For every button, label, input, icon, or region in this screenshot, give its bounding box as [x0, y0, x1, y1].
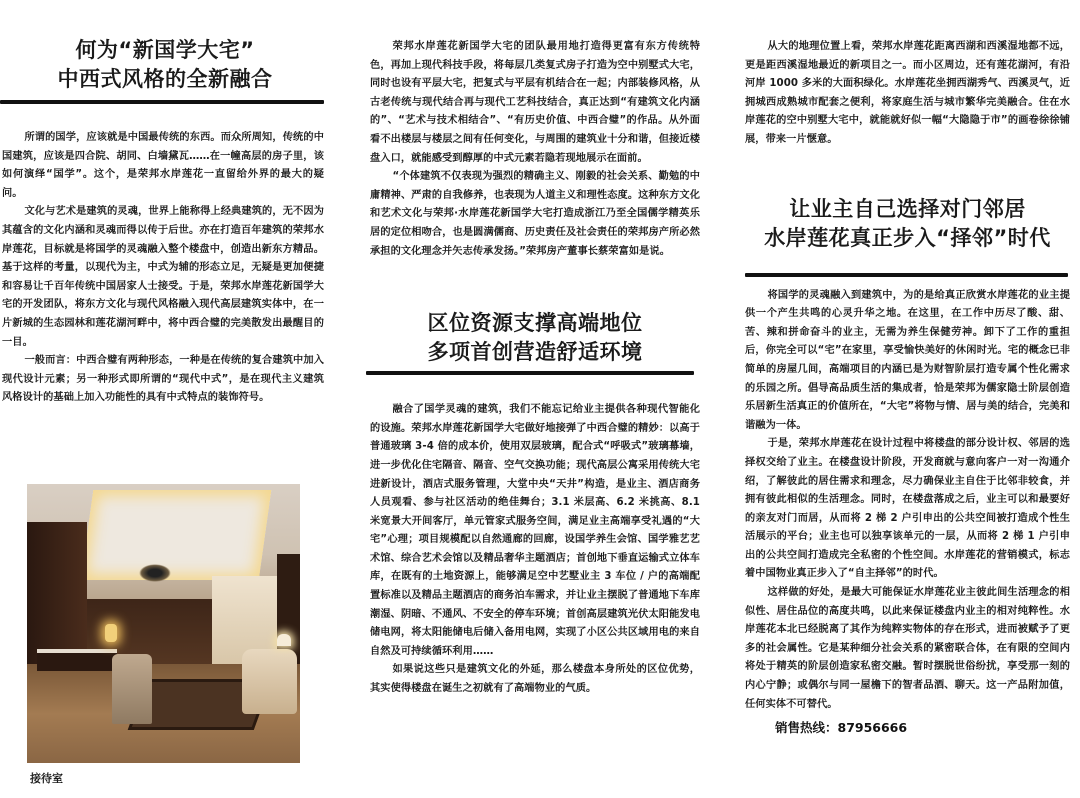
column-left	[0, 0, 330, 408]
article2-headline-line2: 多项首创营造舒适环境	[427, 340, 643, 365]
interior-photo-reception-room	[27, 484, 300, 763]
article1-headline	[0, 36, 330, 94]
article2-paragraph: “个体建筑不仅表现为强烈的精确主义、刚毅的社会关系、勤勉的中庸精神、严肃的自我修养，也表现为人道主义和理性态度。这种东方文化和艺术文化与荣邦·水岸莲花新国学大宅打造成浙江乃至全国儒学精英乐居的定位相吻合，也是圆满儒商、历史责任及社会责任的荣邦房产所必然承担的文化理念并矢志传承发扬。”荣邦房产董事长蔡荣富如是说。	[370, 171, 700, 257]
column-right	[745, 0, 1070, 736]
article3-paragraph: 从大的地理位置上看，荣邦水岸莲花距离西湖和西溪湿地都不远，更是距西溪湿地最近的新项目之一。而小区周边，还有莲花湖河，有沿河岸 1000 多米的大面积绿化。水岸莲花坐拥西湖秀气、西溪灵气，近拥城西成熟城市配套之便利，将家庭生活与城市繁华完美融合。住在水岸莲花的空中别墅大宅中，就能就好似一幅“大隐隐于市”的画卷徐徐铺展，带来一片惬意。	[745, 41, 1070, 145]
photo-caption: 接待室	[30, 772, 63, 785]
headline-rule	[366, 371, 694, 375]
article3-paragraph: 将国学的灵魂融入到建筑中，为的是给真正欣赏水岸莲花的业主提供一个产生共鸣的心灵升华之地。在这里，在工作中历尽了酸、甜、苦、辣和拼命奋斗的业主，无需为养生保健劳神。卸下了工作的重担后，你完全可以“宅”在家里，享受愉快美好的休闲时光。宅的概念已非简单的房屋几间，高端项目的内涵已是为财智阶层打造专属个性化需求的乐园之所。倡导高品质生活的集成者，恰是荣邦为儒家隐士阶层创造乐居新生活真正的价值所在，“大宅”将物与情、居与美的结合，完美和谐融为一体。	[745, 289, 1070, 431]
article1-headline-line1: 何为“新国学大宅”	[75, 38, 255, 62]
article3-headline-line2: 水岸莲花真正步入“择邻”时代	[764, 225, 1051, 250]
article3-body-bottom	[745, 287, 1070, 715]
article2-paragraph: 荣邦水岸莲花新国学大宅的团队最用地打造得更富有东方传统特色，再加上现代科技手段，将每层几类复式房子打造为空中别墅式大宅，同时也设有平层大宅，把复式与平层有机结合在一起；内部装修风格，从古老传统与现代结合再与现代工艺科技结合，真正达到“有建筑文化内涵的”、“艺术与技术相结合”、“有历史价值、中西合璧”的作品。从外面看不出楼层与楼层之间有任何变化，与周围的建筑业十分和谐，但接近楼盘入口，就能感受到醇厚的中式元素若隐若现地展示在面前。	[370, 41, 700, 164]
article3-paragraph: 这样做的好处，是最大可能保证水岸莲花业主彼此间生活理念的相似性、居住品位的高度共鸣，以此来保证楼盘内业主的相对纯粹性。水岸莲花本北已经脱离了其作为纯粹实物体的存在形式，进而被赋予了更多的社会属性。它是某种细分社会关系的紧密联合体，在有限的空间内将处于精英的阶层创造家私密交融。暂时摆脱世俗纷扰，享受那一刻的内心宁静；或偶尔与同一屋檐下的智者品酒、聊天。这一产品附加值，任何实体不可替代。	[745, 587, 1070, 710]
sales-hotline: 销售热线：87956666	[775, 720, 908, 736]
article1-body	[0, 129, 324, 408]
article3-body-top	[745, 38, 1070, 150]
column-middle	[370, 0, 700, 699]
article3-headline-line1: 让业主自己选择对门邻居	[789, 196, 1026, 221]
chandelier	[139, 564, 171, 582]
article2-body-bottom	[370, 401, 700, 699]
article3-paragraph: 于是，荣邦水岸莲花在设计过程中将楼盘的部分设计权、邻居的选择权交给了业主。在楼盘设计阶段，开发商就与意向客户一对一沟通介绍，了解彼此的居住需求和理念，尽力确保业主自住于比邻非较食，并拥有彼此相似的生活理念。同时，在楼盘落成之后，业主可以和最要好的亲友对门而居，从而将 2 梯 2 户引申出的公共空间被打造成个性生活展示的平台；业主也可以独享该单元的一层，从而将 2 梯 1 户引申出的公共空间打造成完全私密的个性空间。水岸莲花的营销模式，标志着中国物业真正步入了“自主择邻”的时代。	[745, 438, 1070, 580]
article3-headline	[745, 195, 1070, 253]
article2-headline	[370, 309, 700, 367]
article1-paragraph: 一般而言：中西合璧有两种形态，一种是在传统的复合建筑中加入现代设计元素；另一种形式即所谓的“现代中式”，是在现代主义建筑风格设计的基础上加入功能性的具有中式特点的装饰符号。	[2, 355, 324, 404]
article2-body-top	[370, 38, 700, 261]
article1-headline-line2: 中西式风格的全新融合	[57, 67, 273, 91]
article1-paragraph: 文化与艺术是建筑的灵魂，世界上能称得上经典建筑的，无不因为其蕴含的文化内涵和灵魂而得以传于后世。亦在打造百年建筑的荣邦水岸莲花，目标就是将国学的灵魂融入整个楼盘中，创造出新东方精品。基于这样的考量，以现代为主，中式为辅的形态立足，无疑是更加便捷和容易让千百年传统中国居家人士接受。于是，荣邦水岸莲花新国学大宅的开发团队，将东方文化与现代风格融入现代高层建筑实体中，在一片新城的生态园林和莲花湖河畔中，将中西合璧的完美散发出最醒目的一目。	[2, 206, 324, 348]
article1-paragraph: 所谓的国学，应该就是中国最传统的东西。而众所周知，传统的中国建筑，应该是四合院、胡同、白墙黛瓦……在一幢高层的房子里，该如何演绎“国学”。这个，是荣邦水岸莲花一直留给外界的最大的疑问。	[2, 132, 324, 199]
article2-paragraph: 融合了国学灵魂的建筑，我们不能忘记给业主提供各种现代智能化的设施。荣邦水岸莲花新国学大宅做好地接弹了中西合璧的精妙：以高于普通玻璃 3-4 倍的成本价，使用双层玻璃，配合式“呼吸式”玻璃幕墙，进一步优化住宅隔音、隔音、空气交换功能；现代高层公寓采用传统大宅进新设计，酒店式服务管理，大堂中央“天井”构造，是业主、酒店商务人员观看、参与社区活动的绝佳舞台；3.1 米层高、6.2 米挑高、8.1 米宽景大开间客厅，单元管家式服务空间，满足业主高端享受礼遇的“大宅”心理；项目规模配以自然通廊的回廊，设国学养生会馆、国学雅艺艺术馆、综合艺术会馆以及精品奢华主题酒店；首创地下垂直运输式立体车库，在既有的土地资源上，能够满足空中艺墅业主 3 车位 / 户的高端配置标准以及精品主题酒店的商务泊车需求，并让业主摆脱了普通地下车库潮湿、阴暗、不通风、不安全的停车环境；首创高层建筑光伏太阳能发电储电网，将太阳能储电后储入备用电网，实现了小区公共区域用电的来自自然及可持续循环利用……	[370, 404, 700, 657]
headline-rule	[0, 100, 324, 104]
headline-rule	[745, 273, 1068, 277]
article2-paragraph: 如果说这些只是建筑文化的外延，那么楼盘本身所处的区位优势，其实使得楼盘在诞生之初就有了高端物业的气质。	[370, 664, 700, 695]
article2-headline-line1: 区位资源支撑高端地位	[427, 311, 643, 336]
